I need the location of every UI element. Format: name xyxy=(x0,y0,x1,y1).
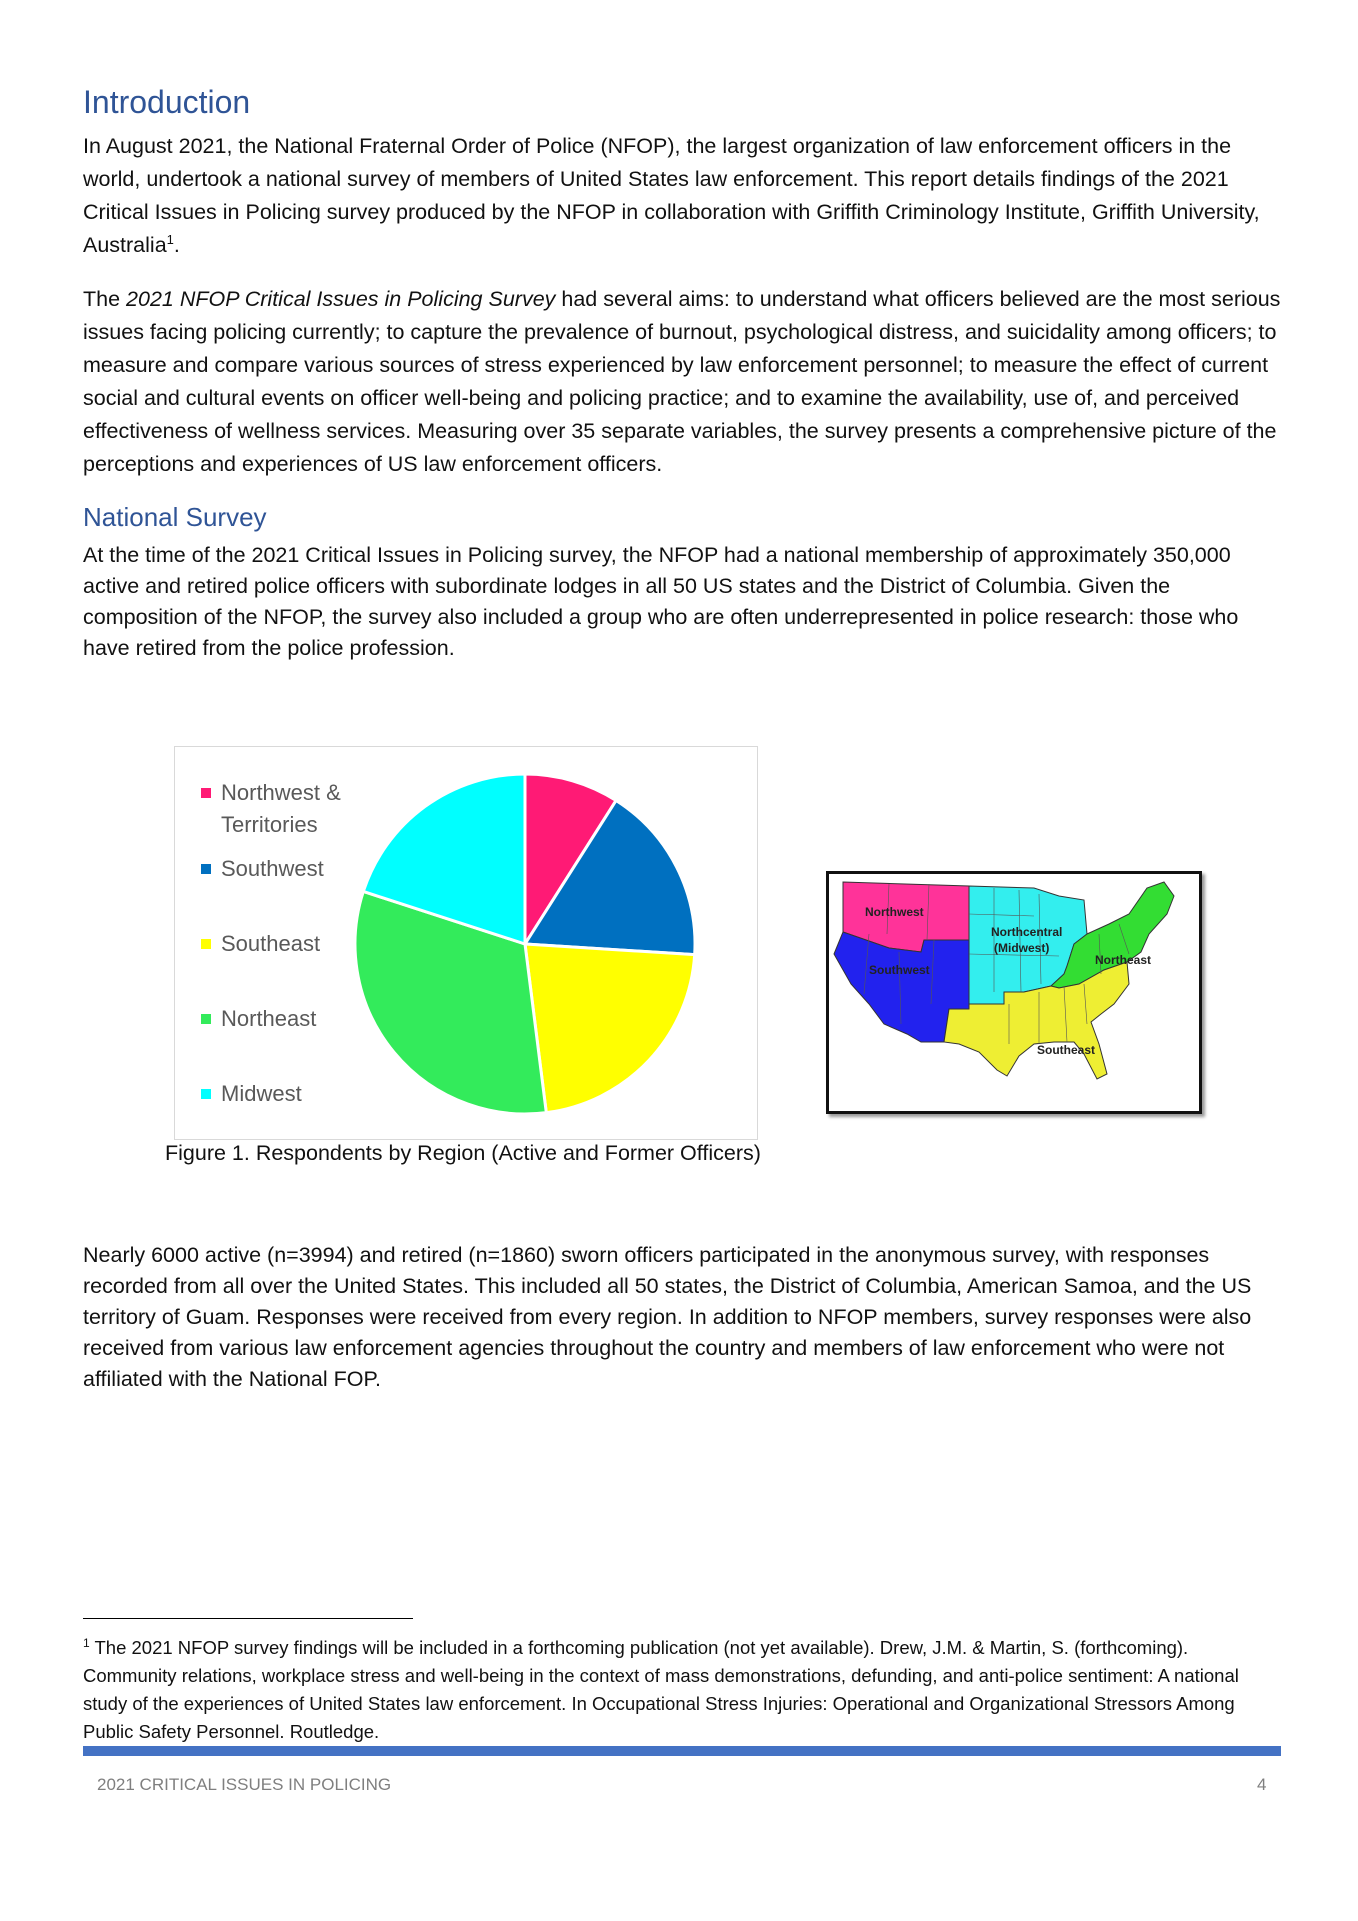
legend-label-northeast: Northeast xyxy=(221,1006,317,1031)
introduction-heading: Introduction xyxy=(83,84,251,120)
footnote xyxy=(83,1634,1283,1746)
intro-p2-rest: had several aims: to understand what officers believed are the most serious issues facing policing currently; to capture the prevalence of burnout, psychological distress, and suicidality among officers; to measure and compare various sources of stress experienced by law enforcement personnel; to measure the effect of current social and cultural events on officer well-being and policing practice; and to examine the availability, use of, and perceived effectiveness of wellness services. Measuring over 35 separate variables, the survey presents a comprehensive picture of the perceptions and experiences of US law enforcement officers. xyxy=(83,287,1281,476)
intro-p2-pre: The xyxy=(83,287,127,311)
legend-label-midwest: Midwest xyxy=(221,1081,302,1106)
page-number: 4 xyxy=(1257,1775,1267,1794)
footnote-number: 1 xyxy=(83,1635,90,1650)
us-regions-map xyxy=(826,871,1202,1114)
footer-title: 2021 CRITICAL ISSUES IN POLICING xyxy=(97,1775,392,1794)
legend-swatch-southeast xyxy=(201,939,211,949)
map-label-southwest: Southwest xyxy=(869,963,930,977)
pie-slice-southeast xyxy=(525,944,695,1113)
map-label-northeast: Northeast xyxy=(1095,953,1152,967)
footnote-ref[interactable]: 1 xyxy=(166,231,174,247)
intro-p1-text: In August 2021, the National Fraternal Order of Police (NFOP), the largest organization of law enforcement officers in the world, undertook a national survey of members of United States law enforcement. This report details findings of the 2021 Critical Issues in Policing survey produced by the NFOP in collaboration with Griffith Criminology Institute, Griffith University, Australia xyxy=(83,134,1260,257)
legend-label-southwest: Southwest xyxy=(221,856,324,881)
footer-rule xyxy=(83,1746,1281,1756)
footnote-separator xyxy=(83,1618,413,1619)
legend-swatch-northwest xyxy=(201,788,211,798)
intro-paragraph-2 xyxy=(83,283,1283,481)
map-label-northcentral: Northcentral xyxy=(991,925,1063,939)
map-label-southeast: Southeast xyxy=(1037,1043,1096,1057)
figure-caption: Figure 1. Respondents by Region (Active and Former Officers) xyxy=(165,1141,761,1165)
national-survey-paragraph-1: At the time of the 2021 Critical Issues in Policing survey, the NFOP had a national membership of approximately 350,000 active and retired police officers with subordinate lodges in all 50 US states and the District of Columbia. Given the composition of the NFOP, the survey also included a group who are often underrepresented in police research: those who have retired from the police profession. xyxy=(83,543,1239,660)
legend-swatch-northeast xyxy=(201,1014,211,1024)
map-label-midwest: (Midwest) xyxy=(994,941,1050,955)
survey-title-italic: 2021 NFOP Critical Issues in Policing Survey xyxy=(126,287,556,311)
pie-plot-area xyxy=(353,771,697,1117)
legend-swatch-midwest xyxy=(201,1089,211,1099)
national-survey-paragraph-2: Nearly 6000 active (n=3994) and retired (n=1860) sworn officers participated in the anonymous survey, with responses recorded from all over the United States. This included all 50 states, the District of Columbia, American Samoa, and the US territory of Guam. Responses were received from every region. In addition to NFOP members, survey responses were also received from various law enforcement agencies throughout the country and members of law enforcement who were not affiliated with the National FOP. xyxy=(83,1243,1252,1391)
map-label-northwest: Northwest xyxy=(865,905,924,919)
intro-paragraph-1 xyxy=(83,130,1283,262)
national-survey-heading: National Survey xyxy=(83,502,267,532)
intro-p1-end: . xyxy=(173,233,180,257)
us-map-graphic xyxy=(829,874,1199,1111)
legend-label-northwest: Northwest & Territories xyxy=(221,780,341,837)
footnote-text: The 2021 NFOP survey findings will be included in a forthcoming publication (not yet available). Drew, J.M. & Martin, S. (forthcoming). Community relations, workplace stress and well-being in the context of mass demonstrations, defunding, and anti-police sentiment: A national study of the experiences of United States law enforcement. In Occupational Stress Injuries: Operational and Organizational Stressors Among Public Safety Personnel. Routledge. xyxy=(83,1637,1239,1742)
legend-swatch-southwest xyxy=(201,864,211,874)
region-pie-chart xyxy=(174,746,758,1140)
legend-label-southeast: Southeast xyxy=(221,931,321,956)
